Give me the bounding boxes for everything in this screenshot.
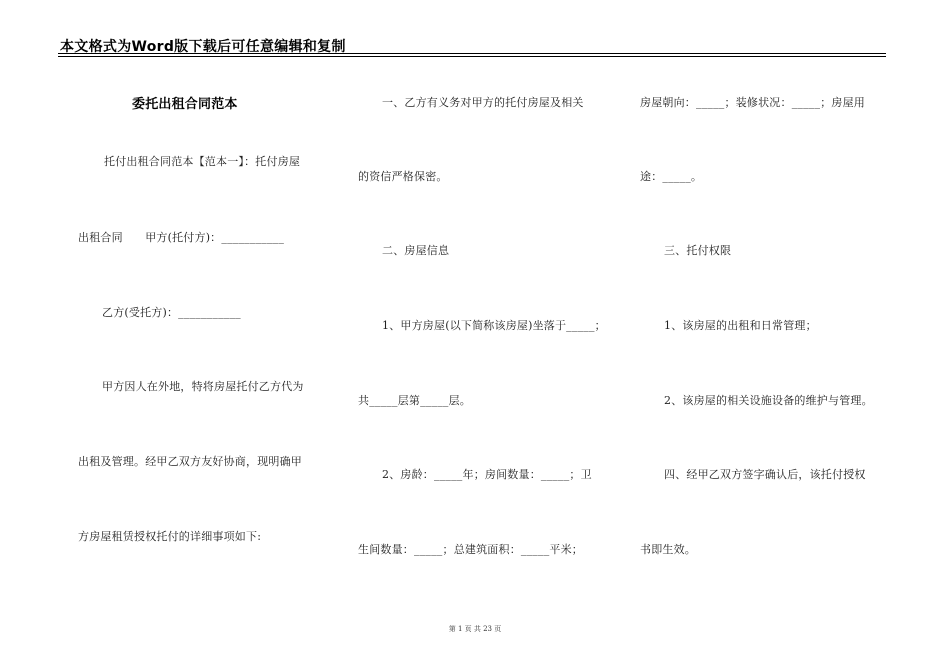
paragraph-line: 一、乙方有义务对甲方的托付房屋及相关 [382, 96, 584, 109]
paragraph-line: 托付出租合同范本【范本一】：托付房屋 [104, 155, 301, 168]
page-number: 第 1 页 共 23 页 [448, 625, 502, 633]
header-rule-top [58, 53, 886, 54]
paragraph-line: 1、甲方房屋(以下简称该房屋)坐落于_____； [382, 319, 606, 332]
header-rule-bottom [58, 56, 886, 57]
section-heading: 二、房屋信息 [382, 244, 450, 257]
paragraph-line: 2、该房屋的相关设施设备的维护与管理。 [664, 394, 873, 407]
document-title: 委托出租合同范本 [132, 97, 238, 112]
paragraph-line: 出租合同 甲方(托付方)：___________ [78, 231, 285, 244]
paragraph-line: 甲方因人在外地，特将房屋托付乙方代为 [102, 380, 304, 393]
paragraph-line: 书即生效。 [640, 543, 696, 556]
section-heading: 三、托付权限 [664, 244, 732, 257]
paragraph-line: 四、经甲乙双方签字确认后，该托付授权 [664, 468, 866, 481]
paragraph-line: 出租及管理。经甲乙双方友好协商，现明确甲 [78, 455, 302, 468]
paragraph-line: 的资信严格保密。 [358, 170, 448, 183]
paragraph-line: 方房屋租赁授权托付的详细事项如下: [78, 530, 262, 543]
paragraph-line: 房屋朝向：_____；装修状况：_____；房屋用 [640, 96, 865, 109]
paragraph-line: 共_____层第_____层。 [358, 394, 471, 407]
paragraph-line: 途：_____。 [640, 170, 703, 183]
paragraph-line: 乙方(受托方)：___________ [102, 306, 241, 319]
paragraph-line: 生间数量：_____；总建筑面积：_____平米； [358, 543, 583, 556]
paragraph-line: 1、该房屋的出租和日常管理； [664, 319, 817, 332]
paragraph-line: 2、房龄：_____年；房间数量：_____；卫 [382, 468, 592, 481]
document-header: 本文格式为Word版下载后可任意编辑和复制 [60, 39, 346, 55]
